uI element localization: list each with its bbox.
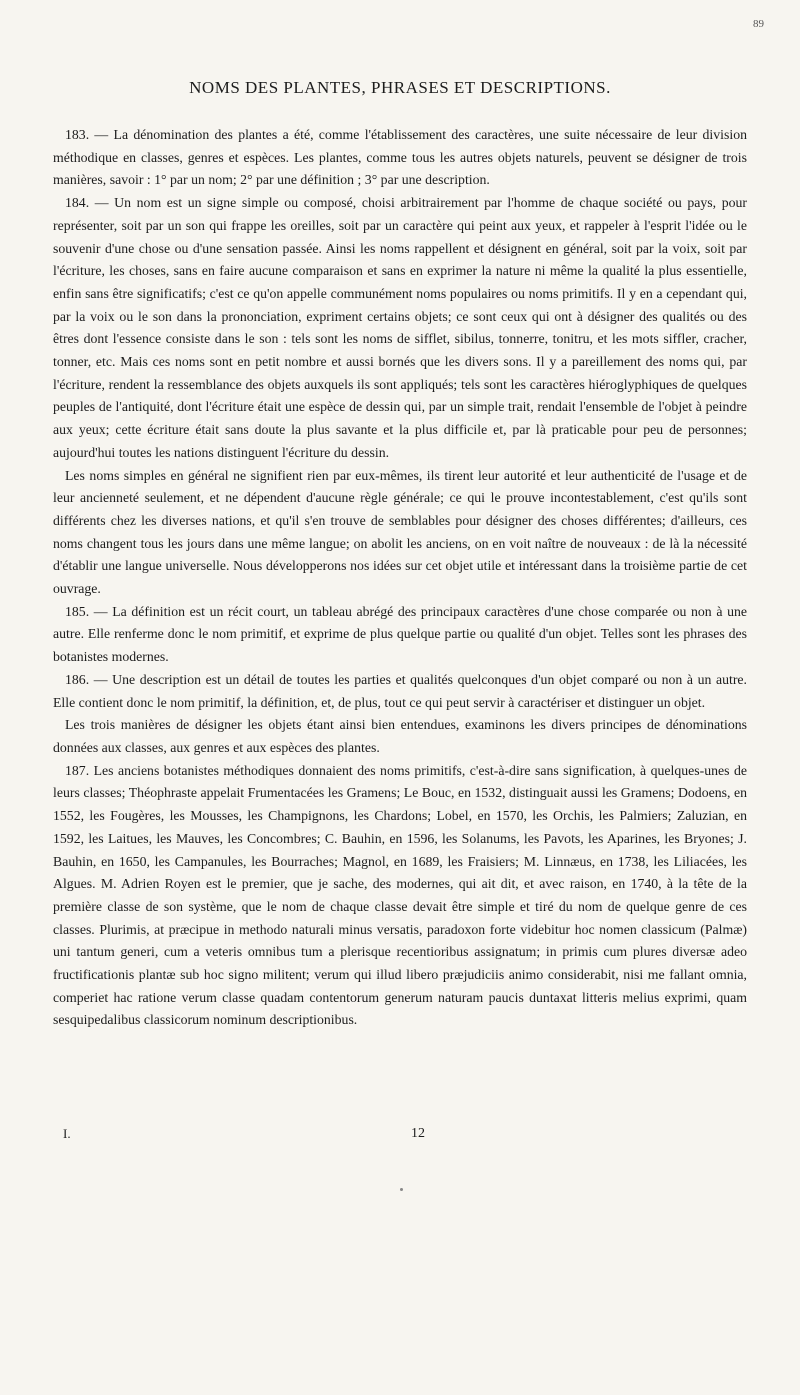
paragraph-186: 186. — Une description est un détail de toutes les parties et qualités quelconques d'un objet comparé ou non à un autre. Elle contient donc le nom primitif, la définition, et, de plus, tout ce qui peut servir à caractériser et distinguer un objet.: [53, 671, 747, 710]
paragraph-noms-simples: Les noms simples en général ne signifient rien par eux-mêmes, ils tirent leur autorité et leur authenticité de l'usage et de leur ancienneté seulement, et ne dépendent d'aucune règle générale; ce qui le prouve incontestablement, c'est qu'ils sont différents chez les diverses nations, et qu'il s'en trouve de semblables pour désigner des choses différentes; d'ailleurs, ces noms changent tous les jours dans une même langue; on abolit les anciens, on en voit naître de nouveaux : de là la nécessité d'établir une langue universelle. Nous développerons nos idées sur cet objet utile et intéressant dans la troisième partie de cet ouvrage.: [53, 467, 747, 597]
sheet-mark: I.: [63, 1126, 71, 1141]
paragraph-185: 185. — La définition est un récit court, un tableau abrégé des principaux caractères d'une chose comparée ou non à une autre. Elle renferme donc le nom primitif, et exprime de plus quelque partie ou qualité d'un objet. Telles sont les phrases des botanistes modernes.: [53, 603, 747, 665]
paragraph-183: 183. — La dénomination des plantes a été, comme l'établissement des caractères, une suite nécessaire de leur division méthodique en classes, genres et espèces. Les plantes, comme tous les autres objets naturels, peuvent se désigner de trois manières, savoir : 1° par un nom; 2° par une définition ; 3° par une description.: [53, 127, 747, 188]
page-title: NOMS DES PLANTES, PHRASES ET DESCRIPTIONS.: [189, 78, 611, 97]
paragraph-184: 184. — Un nom est un signe simple ou composé, choisi arbitrairement par l'homme de chaque société ou pays, pour représenter, soit par un son qui frappe les oreilles, soit par un caractère qui peint aux yeux, et rappeler à l'esprit l'idée ou le souvenir d'une chose ou d'une sensation passée. Ainsi les noms rappellent et désignent en général, soit par la voix, soit par l'écriture, les choses, sans en faire aucune comparaison et sans en exprimer la nature ni même la qualité la plus essentielle, enfin sans être significatifs; c'est ce qu'on appelle communément noms populaires ou noms primitifs. Il y en a cependant qui, par la voix ou le son dans la prononciation, expriment certains objets; ce sont ceux qui ont à désigner des qualités ou des êtres dont l'essence consiste dans le son : tels sont les noms de sifflet, sibilus, tonnerre, tonitru, et les mots siffler, cracher, tonner, etc. Mais ces noms sont en petit nombre et aussi bornés que les divers sons. Il y a pareillement des noms qui, par l'écriture, rendent la ressemblance des objets auxquels ils sont appliqués; tels sont les caractères hiéroglyphiques de quelques peuples de l'antiquité, dont l'écriture était une espèce de dessin qui, par un simple trait, rendait l'ensemble de l'objet à peindre aux yeux; cette écriture était sans doute la plus savante et la plus difficile et, par là praticable pour peu de personnes; aujourd'hui toutes les nations distinguent l'écriture du dessin.: [53, 195, 747, 460]
paragraph-trois-manieres: Les trois manières de désigner les objets étant ainsi bien entendues, examinons les divers principes de dénominations données aux classes, aux genres et aux espèces des plantes.: [53, 717, 747, 755]
body-text: [53, 124, 747, 1032]
sheet-number: 12: [411, 1126, 425, 1141]
paragraph-187: 187. Les anciens botanistes méthodiques donnaient des noms primitifs, c'est-à-dire sans signification, à quelques-unes de leurs classes; Théophraste appelait Frumentacées les Gramens; Le Bouc, en 1532, distinguait aussi les Gramens; Dodoens, en 1552, les Fougères, les Mousses, les Champignons, les Chardons; Lobel, en 1570, les Orchis, les Palmiers; Zaluzian, en 1592, les Laitues, les Mauves, les Concombres; C. Bauhin, en 1596, les Solanums, les Pavots, les Aparines, les Bryones; J. Bauhin, en 1650, les Campanules, les Bourraches; Magnol, en 1689, les Fraisiers; M. Linnæus, en 1738, les Liliacées, les Algues. M. Adrien Royen est le premier, que je sache, des modernes, qui ait dit, et avec raison, en 1740, à la tête de la première classe de son système, que le nom de chaque classe devait être simple et tiré du nom de quelque genre de ces classes. Plurimis, at præcipue in methodo naturali minus versatis, paradoxon forte videbitur hoc nomen classicum (Palmæ) uni tantum generi, cum a veteris omnibus tum a plerisque recentioribus assignatum; in primis cum plures diversæ adeo fructificationis plantæ sub hoc signo militent; verum qui illud libero præjudiciis animo considerabit, nisi me fallant omnia, comperiet hac ratione verum classe quadam contentorum generum naturam paucis duntaxat litteris melius exprimi, quam sesquipedalibus classicorum nominum descriptionibus.: [53, 762, 747, 1028]
ink-dot: [400, 1188, 403, 1191]
page-number: 89: [753, 18, 764, 30]
